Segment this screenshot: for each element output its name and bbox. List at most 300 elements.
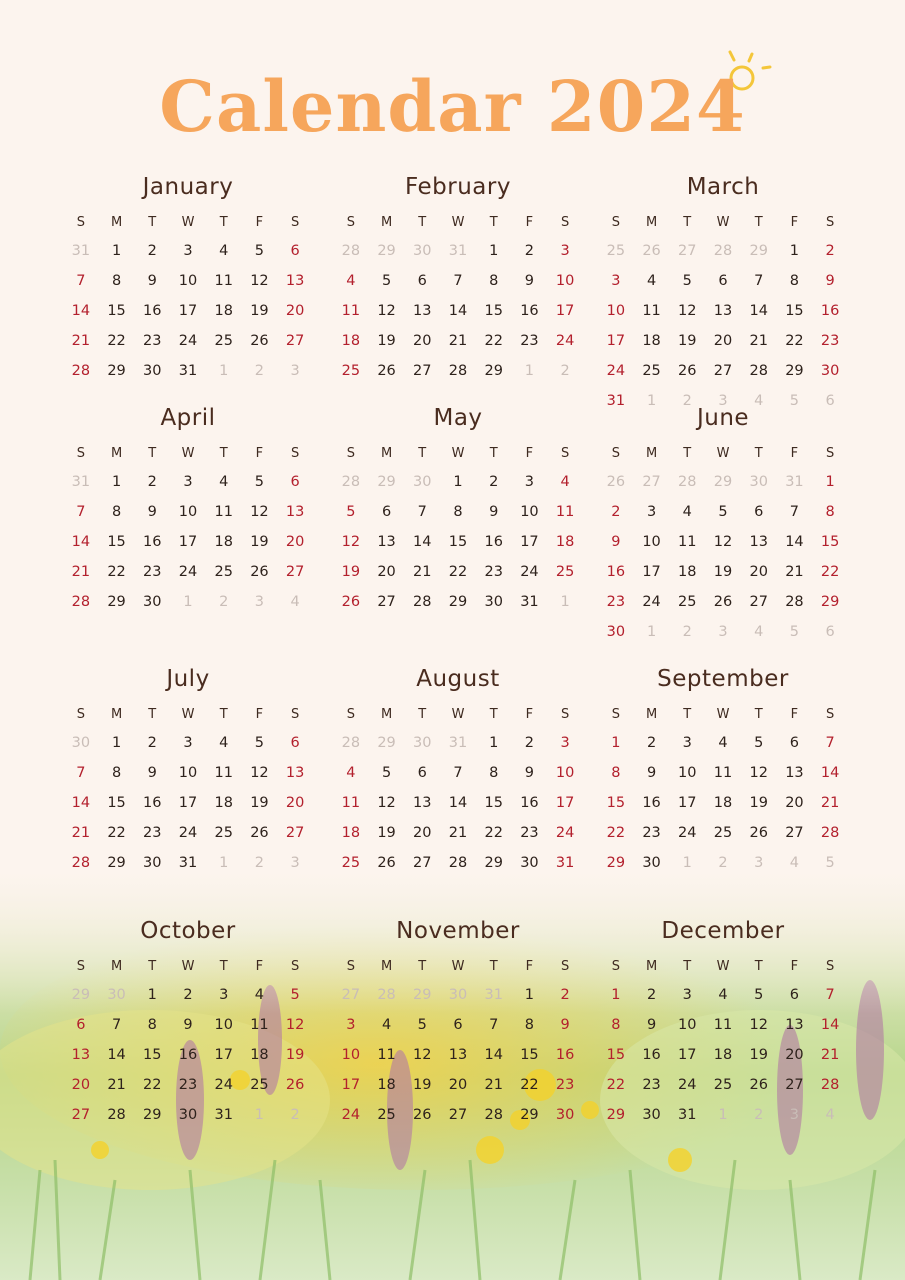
weekday-header: T [683,707,692,722]
day-cell: 1 [789,243,800,259]
day-cell: 19 [285,1047,305,1063]
page-title: Calendar 2024 [159,65,746,148]
day-cell: 16 [642,1047,661,1063]
day-cell: 30 [178,1107,198,1123]
month-name: February [405,174,511,200]
day-cell: 3 [611,273,621,289]
day-cell: 26 [377,363,396,379]
day-cell: 27 [713,363,733,379]
day-cell: 17 [520,534,539,550]
day-cell: 14 [749,303,768,319]
day-cell: 6 [754,504,764,520]
month-july [63,664,313,878]
day-cell: 25 [341,855,361,871]
day-cell-adjacent: 31 [785,474,804,490]
weekday-header: S [561,707,570,722]
day-cell: 13 [285,765,305,781]
day-cell: 7 [76,765,86,781]
day-cell: 16 [143,795,162,811]
day-cell: 31 [606,393,626,409]
day-cell: 26 [285,1077,305,1093]
day-cell: 30 [555,1107,575,1123]
day-cell-adjacent: 1 [524,363,535,379]
day-cell: 31 [555,855,575,871]
weekday-header: T [754,215,763,230]
day-cell: 27 [785,825,804,841]
day-cell: 19 [749,795,768,811]
day-cell: 22 [520,1077,539,1093]
day-cell: 12 [749,765,768,781]
day-cell: 1 [453,474,463,490]
day-cell: 23 [143,333,162,349]
day-cell: 1 [111,474,122,490]
day-cell-adjacent: 1 [682,855,692,871]
day-cell: 28 [107,1107,126,1123]
month-october [63,916,313,1130]
weekday-header: W [716,446,730,461]
day-cell: 13 [785,765,804,781]
weekday-header: F [525,959,534,974]
day-cell: 5 [417,1017,427,1033]
day-cell: 3 [346,1017,356,1033]
day-cell: 22 [107,564,126,580]
day-cell: 22 [820,564,840,580]
day-cell: 2 [524,243,535,259]
day-cell: 6 [789,987,800,1003]
day-cell-adjacent: 27 [642,474,661,490]
weekday-header: T [683,959,692,974]
month-november [333,916,583,1130]
weekday-header: W [181,215,195,230]
day-cell: 21 [448,333,468,349]
weekday-header: T [418,446,427,461]
day-cell: 9 [524,273,535,289]
day-cell-adjacent: 4 [754,393,764,409]
day-cell: 16 [520,303,539,319]
weekday-header: T [683,446,692,461]
day-cell: 21 [107,1077,126,1093]
day-cell-adjacent: 29 [713,474,733,490]
weekday-header: T [148,707,157,722]
day-cell: 27 [785,1077,804,1093]
day-cell: 4 [718,735,728,751]
day-grid [333,441,583,617]
day-cell: 5 [381,273,392,289]
day-cell-adjacent: 29 [749,243,768,259]
weekday-header: W [181,959,195,974]
day-cell-adjacent: 30 [413,735,432,751]
day-cell-adjacent: 5 [789,624,800,640]
day-cell: 26 [749,825,768,841]
month-name: December [661,918,785,944]
weekday-header: W [716,215,730,230]
day-cell-adjacent: 26 [606,474,626,490]
weekday-header: S [561,446,570,461]
day-cell: 1 [111,243,122,259]
day-cell: 16 [555,1047,575,1063]
day-cell-adjacent: 29 [413,987,432,1003]
weekday-header: S [561,959,570,974]
day-cell: 25 [555,564,575,580]
weekday-header: S [291,446,300,461]
day-cell: 29 [520,1107,539,1123]
day-cell: 24 [178,825,198,841]
day-cell: 9 [489,504,499,520]
day-cell: 3 [183,474,193,490]
day-cell: 14 [413,534,432,550]
weekday-header: S [76,446,85,461]
day-cell-adjacent: 31 [71,474,91,490]
weekday-header: T [219,446,228,461]
day-cell: 21 [448,825,468,841]
day-cell: 25 [214,564,233,580]
day-cell: 7 [453,765,463,781]
day-cell: 14 [448,795,468,811]
day-cell: 15 [484,795,503,811]
weekday-header: W [451,707,465,722]
weekday-header: W [181,446,195,461]
day-cell: 12 [341,534,361,550]
day-cell: 2 [147,735,157,751]
day-cell: 2 [524,735,535,751]
day-cell-adjacent: 31 [448,243,468,259]
day-cell: 15 [143,1047,162,1063]
day-cell: 18 [377,1077,396,1093]
weekday-header: M [645,959,658,974]
day-cell: 4 [381,1017,392,1033]
day-cell: 24 [178,333,198,349]
day-cell-adjacent: 1 [646,393,657,409]
weekday-header: S [291,959,300,974]
day-cell: 25 [341,363,361,379]
month-february [333,172,583,386]
day-cell-adjacent: 28 [678,474,697,490]
day-cell: 10 [642,534,661,550]
weekday-header: M [380,215,393,230]
month-name: November [396,918,520,944]
day-cell: 7 [825,735,835,751]
day-cell: 30 [820,363,840,379]
day-cell: 29 [484,363,503,379]
day-cell-adjacent: 30 [448,987,468,1003]
day-cell-adjacent: 6 [825,624,835,640]
day-cell: 10 [341,1047,361,1063]
day-cell: 4 [682,504,692,520]
day-grid [598,702,848,878]
day-cell: 23 [143,825,162,841]
day-cell: 11 [377,1047,396,1063]
day-cell: 26 [377,855,396,871]
day-cell: 30 [484,594,503,610]
day-cell: 27 [285,564,305,580]
day-cell: 26 [678,363,697,379]
day-cell-adjacent: 1 [646,624,657,640]
day-cell: 9 [646,765,657,781]
day-cell: 17 [178,795,198,811]
day-cell-adjacent: 3 [290,855,300,871]
weekday-header: T [219,707,228,722]
month-august [333,664,583,878]
day-cell: 26 [250,333,269,349]
day-cell: 15 [785,303,804,319]
day-cell: 6 [718,273,728,289]
day-cell: 11 [678,534,697,550]
day-cell: 19 [377,333,396,349]
day-cell: 2 [489,474,499,490]
day-cell: 9 [825,273,835,289]
day-cell: 6 [417,273,427,289]
day-cell: 23 [820,333,840,349]
day-cell: 26 [341,594,361,610]
day-cell: 13 [377,534,396,550]
month-january [63,172,313,386]
day-grid [63,210,313,386]
day-cell-adjacent: 1 [219,363,229,379]
day-cell: 17 [555,795,575,811]
day-grid [63,702,313,878]
day-cell: 8 [111,273,122,289]
month-april [63,403,313,617]
day-cell: 30 [143,594,162,610]
day-cell-adjacent: 29 [377,474,396,490]
day-cell: 17 [678,1047,697,1063]
day-cell: 22 [606,1077,626,1093]
day-cell: 10 [178,273,198,289]
day-cell: 18 [214,303,233,319]
day-cell-adjacent: 2 [219,594,229,610]
day-cell-adjacent: 3 [290,363,300,379]
day-cell: 21 [71,564,91,580]
day-cell: 5 [290,987,300,1003]
weekday-header: S [826,446,835,461]
weekday-header: T [219,215,228,230]
day-cell-adjacent: 28 [341,474,361,490]
day-cell: 18 [678,564,697,580]
day-cell: 21 [71,825,91,841]
weekday-header: M [645,215,658,230]
day-cell: 31 [214,1107,233,1123]
day-grid [63,954,313,1130]
day-cell: 12 [250,765,269,781]
month-name: September [657,666,789,692]
day-cell-adjacent: 28 [341,735,361,751]
weekday-header: S [611,446,620,461]
day-cell: 4 [560,474,570,490]
day-cell: 11 [341,795,361,811]
day-cell: 22 [107,825,126,841]
weekday-header: S [826,215,835,230]
day-cell: 10 [178,504,198,520]
day-cell: 27 [749,594,768,610]
day-cell: 30 [642,855,661,871]
day-cell: 8 [111,504,122,520]
day-cell: 20 [377,564,396,580]
day-cell: 17 [606,333,626,349]
weekday-header: F [255,446,264,461]
weekday-header: S [76,215,85,230]
day-cell: 11 [250,1017,269,1033]
weekday-header: F [255,707,264,722]
weekday-header: S [346,446,355,461]
day-cell: 13 [413,303,432,319]
weekday-header: T [148,959,157,974]
day-cell: 16 [178,1047,198,1063]
day-cell: 24 [606,363,626,379]
month-may [333,403,583,617]
month-name: January [142,174,234,200]
day-cell: 5 [718,504,728,520]
day-cell: 29 [484,855,503,871]
day-cell: 9 [147,504,157,520]
month-name: October [140,918,236,944]
day-cell-adjacent: 5 [789,393,800,409]
day-cell: 2 [646,987,657,1003]
day-cell: 3 [682,987,692,1003]
weekday-header: S [611,215,620,230]
day-cell: 6 [381,504,392,520]
day-cell: 10 [555,273,575,289]
day-cell: 3 [560,243,570,259]
day-cell: 27 [377,594,396,610]
day-cell-adjacent: 5 [825,855,835,871]
day-cell-adjacent: 2 [682,393,692,409]
month-march [598,172,848,416]
day-cell: 17 [678,795,697,811]
day-cell: 5 [254,474,265,490]
weekday-header: F [790,215,799,230]
day-cell: 17 [555,303,575,319]
day-cell: 19 [749,1047,768,1063]
day-cell: 12 [413,1047,432,1063]
day-cell: 19 [377,825,396,841]
day-cell: 16 [820,303,840,319]
day-cell: 22 [785,333,804,349]
day-cell: 8 [453,504,463,520]
day-cell-adjacent: 26 [642,243,661,259]
day-cell: 22 [448,564,468,580]
day-cell: 16 [143,534,162,550]
day-cell-adjacent: 1 [718,1107,728,1123]
day-cell: 5 [381,765,392,781]
day-cell: 6 [789,735,800,751]
day-cell: 12 [250,273,269,289]
day-grid [598,954,848,1130]
day-cell: 4 [219,474,229,490]
day-cell: 20 [285,534,305,550]
day-cell: 23 [178,1077,198,1093]
day-cell: 21 [749,333,768,349]
day-cell: 18 [555,534,575,550]
day-cell: 7 [76,504,86,520]
day-cell: 1 [611,735,621,751]
day-cell: 9 [147,765,157,781]
day-cell: 15 [606,1047,626,1063]
day-cell: 7 [489,1017,499,1033]
day-cell: 31 [178,855,198,871]
day-cell: 19 [250,303,269,319]
weekday-header: S [291,215,300,230]
day-cell: 3 [560,735,570,751]
day-cell: 29 [448,594,468,610]
day-cell: 4 [346,273,356,289]
day-cell: 23 [484,564,503,580]
day-cell: 27 [71,1107,91,1123]
day-cell: 2 [825,243,835,259]
weekday-header: T [683,215,692,230]
weekday-header: F [255,959,264,974]
day-cell: 19 [413,1077,432,1093]
day-grid [598,210,848,416]
day-cell: 21 [785,564,804,580]
day-cell: 8 [489,273,499,289]
day-cell: 12 [749,1017,768,1033]
day-cell: 24 [555,333,575,349]
weekday-header: M [380,446,393,461]
day-cell: 14 [71,303,91,319]
day-cell: 1 [489,243,499,259]
day-cell: 25 [377,1107,396,1123]
day-cell-adjacent: 2 [560,363,570,379]
day-cell-adjacent: 2 [718,855,728,871]
day-cell: 2 [560,987,570,1003]
day-cell: 15 [606,795,626,811]
day-cell: 5 [346,504,356,520]
day-cell: 15 [107,795,126,811]
day-cell: 20 [413,333,432,349]
month-name: August [416,666,500,692]
day-cell-adjacent: 30 [413,474,432,490]
day-cell: 26 [413,1107,432,1123]
day-cell: 16 [642,795,661,811]
day-cell: 28 [785,594,804,610]
day-cell: 4 [219,735,229,751]
weekday-header: M [110,446,123,461]
day-cell-adjacent: 2 [254,855,265,871]
day-cell: 4 [219,243,229,259]
day-cell: 3 [646,504,657,520]
weekday-header: S [346,215,355,230]
day-cell: 12 [377,795,396,811]
day-cell-adjacent: 28 [713,243,733,259]
day-cell: 11 [713,765,733,781]
day-cell: 20 [285,795,305,811]
day-cell-adjacent: 1 [254,1107,265,1123]
month-december [598,916,848,1130]
day-cell: 30 [642,1107,661,1123]
day-cell: 13 [713,303,733,319]
day-grid [333,702,583,878]
day-cell: 27 [285,333,305,349]
day-cell-adjacent: 30 [107,987,126,1003]
weekday-header: T [148,446,157,461]
weekday-header: T [754,707,763,722]
day-cell: 28 [820,1077,840,1093]
day-cell: 26 [250,825,269,841]
weekday-header: S [611,707,620,722]
day-cell: 5 [754,735,764,751]
day-cell: 11 [341,303,361,319]
day-cell: 20 [785,795,804,811]
day-cell: 16 [606,564,626,580]
weekday-header: W [716,707,730,722]
weekday-header: M [645,707,658,722]
weekday-header: W [451,446,465,461]
day-cell: 18 [642,333,661,349]
day-cell: 1 [147,987,157,1003]
day-cell-adjacent: 2 [754,1107,764,1123]
day-cell: 22 [107,333,126,349]
weekday-header: T [418,215,427,230]
